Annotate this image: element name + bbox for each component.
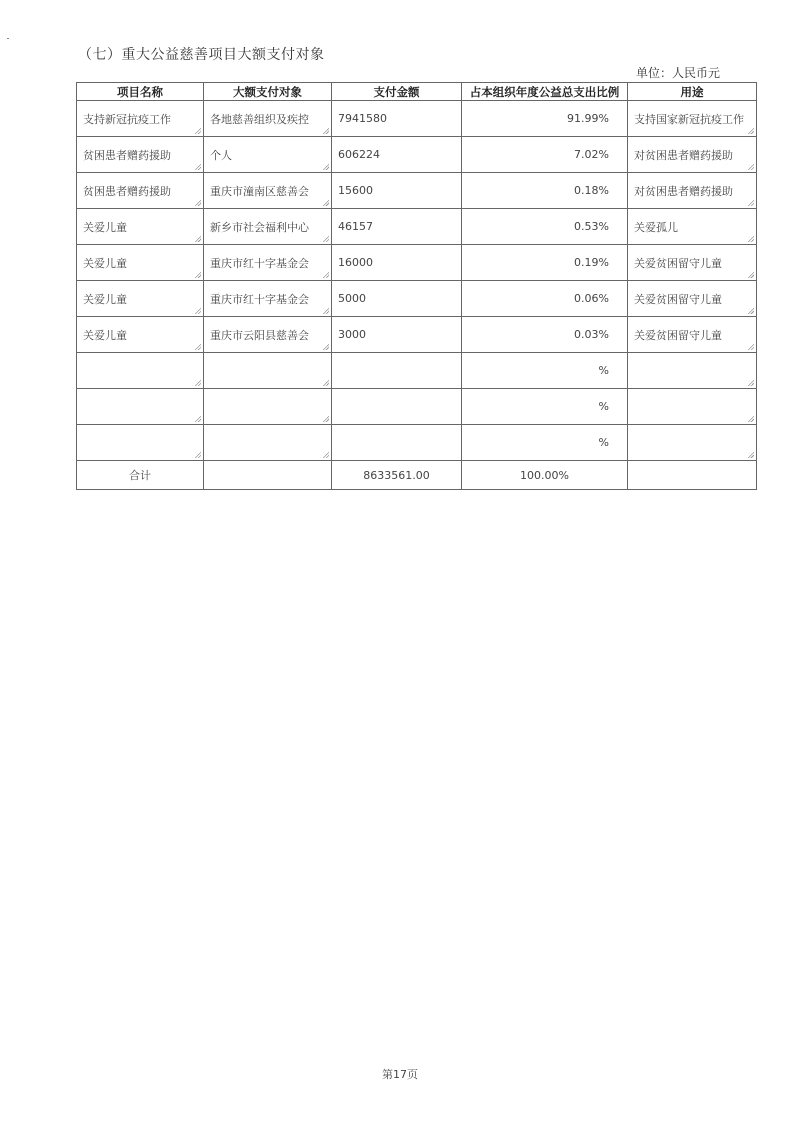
- resize-grip-icon[interactable]: [194, 415, 201, 422]
- resize-grip-icon[interactable]: [194, 163, 201, 170]
- resize-grip-icon[interactable]: [322, 163, 329, 170]
- cell-project-text: 关爱儿童: [83, 256, 127, 270]
- cell-ratio[interactable]: [462, 101, 628, 137]
- resize-grip-icon[interactable]: [747, 415, 754, 422]
- resize-grip-icon[interactable]: [322, 235, 329, 242]
- cell-ratio-text: 7.02%: [574, 148, 609, 161]
- cell-project[interactable]: [77, 389, 204, 425]
- cell-ratio[interactable]: [462, 245, 628, 281]
- resize-grip-icon[interactable]: [747, 235, 754, 242]
- resize-grip-icon[interactable]: [747, 379, 754, 386]
- cell-recipient-text: 重庆市红十字基金会: [210, 292, 309, 306]
- cell-amount[interactable]: [332, 317, 462, 353]
- cell-purpose-text: 关爱孤儿: [634, 220, 678, 234]
- resize-grip-icon[interactable]: [194, 199, 201, 206]
- cell-amount[interactable]: [332, 353, 462, 389]
- table-body: [77, 101, 757, 461]
- cell-recipient[interactable]: [204, 281, 332, 317]
- resize-grip-icon[interactable]: [322, 379, 329, 386]
- cell-ratio-text: %: [598, 400, 609, 413]
- cell-ratio-text: 0.53%: [574, 220, 609, 233]
- total-purpose-cell: [628, 461, 757, 490]
- resize-grip-icon[interactable]: [322, 271, 329, 278]
- total-amount: 8633561.00: [332, 461, 462, 490]
- cell-project[interactable]: [77, 317, 204, 353]
- cell-ratio[interactable]: [462, 209, 628, 245]
- table-row: [77, 173, 757, 209]
- cell-purpose-text: 支持国家新冠抗疫工作: [634, 112, 744, 126]
- cell-recipient-text: 重庆市云阳县慈善会: [210, 328, 309, 342]
- cell-project[interactable]: [77, 245, 204, 281]
- cell-purpose-text: 关爱贫困留守儿童: [634, 328, 722, 342]
- header-recipient: 大额支付对象: [204, 83, 332, 101]
- cell-purpose[interactable]: [628, 173, 757, 209]
- page-number: 第17页: [382, 1068, 418, 1081]
- header-amount: 支付金额: [332, 83, 462, 101]
- cell-amount-text: 15600: [338, 184, 373, 197]
- cell-amount-text: 606224: [338, 148, 380, 161]
- header-project: 项目名称: [77, 83, 204, 101]
- cell-project-text: 关爱儿童: [83, 292, 127, 306]
- header-ratio: 占本组织年度公益总支出比例: [462, 83, 628, 101]
- currency-unit: 单位：人民币元: [635, 66, 720, 80]
- section-title: （七）重大公益慈善项目大额支付对象: [78, 47, 325, 63]
- cell-project-text: 关爱儿童: [83, 220, 127, 234]
- cell-ratio-text: %: [598, 364, 609, 377]
- table-row: [77, 281, 757, 317]
- payment-table: [76, 82, 757, 490]
- cell-ratio[interactable]: [462, 281, 628, 317]
- cell-amount-text: 5000: [338, 292, 366, 305]
- cell-project[interactable]: [77, 173, 204, 209]
- resize-grip-icon[interactable]: [194, 451, 201, 458]
- cell-amount-text: 16000: [338, 256, 373, 269]
- resize-grip-icon[interactable]: [322, 127, 329, 134]
- resize-grip-icon[interactable]: [747, 163, 754, 170]
- cell-recipient-text: 新乡市社会福利中心: [210, 220, 309, 234]
- resize-grip-icon[interactable]: [747, 199, 754, 206]
- resize-grip-icon[interactable]: [194, 127, 201, 134]
- cell-amount[interactable]: [332, 389, 462, 425]
- cell-ratio-text: 0.19%: [574, 256, 609, 269]
- cell-amount[interactable]: [332, 173, 462, 209]
- table-row: [77, 245, 757, 281]
- resize-grip-icon[interactable]: [747, 271, 754, 278]
- header-purpose: 用途: [628, 83, 757, 101]
- cell-recipient[interactable]: [204, 245, 332, 281]
- cell-amount-text: 46157: [338, 220, 373, 233]
- cell-recipient-text: 重庆市红十字基金会: [210, 256, 309, 270]
- cell-recipient-text: 各地慈善组织及疾控: [210, 112, 309, 126]
- cell-project[interactable]: [77, 137, 204, 173]
- cell-amount[interactable]: [332, 137, 462, 173]
- cell-ratio[interactable]: [462, 137, 628, 173]
- scan-mark: [7, 38, 9, 39]
- table-row: [77, 425, 757, 461]
- cell-purpose[interactable]: [628, 317, 757, 353]
- resize-grip-icon[interactable]: [747, 451, 754, 458]
- cell-recipient[interactable]: [204, 353, 332, 389]
- table-row: [77, 317, 757, 353]
- cell-ratio-text: 0.03%: [574, 328, 609, 341]
- table-row: [77, 353, 757, 389]
- cell-purpose[interactable]: [628, 101, 757, 137]
- cell-purpose[interactable]: [628, 245, 757, 281]
- cell-amount[interactable]: [332, 101, 462, 137]
- cell-purpose-text: 关爱贫困留守儿童: [634, 256, 722, 270]
- table-row: [77, 137, 757, 173]
- resize-grip-icon[interactable]: [747, 307, 754, 314]
- cell-recipient-text: 个人: [210, 148, 232, 162]
- resize-grip-icon[interactable]: [322, 451, 329, 458]
- cell-project[interactable]: [77, 425, 204, 461]
- resize-grip-icon[interactable]: [747, 343, 754, 350]
- cell-purpose-text: 对贫困患者赠药援助: [634, 148, 733, 162]
- cell-ratio[interactable]: [462, 173, 628, 209]
- cell-purpose[interactable]: [628, 209, 757, 245]
- cell-recipient[interactable]: [204, 317, 332, 353]
- resize-grip-icon[interactable]: [322, 343, 329, 350]
- cell-project-text: 贫困患者赠药援助: [83, 184, 171, 198]
- resize-grip-icon[interactable]: [322, 307, 329, 314]
- cell-recipient[interactable]: [204, 137, 332, 173]
- cell-recipient[interactable]: [204, 209, 332, 245]
- cell-amount[interactable]: [332, 425, 462, 461]
- resize-grip-icon[interactable]: [747, 127, 754, 134]
- cell-recipient[interactable]: [204, 101, 332, 137]
- total-row: [77, 461, 757, 490]
- cell-purpose[interactable]: [628, 425, 757, 461]
- cell-ratio[interactable]: [462, 317, 628, 353]
- cell-purpose[interactable]: [628, 353, 757, 389]
- cell-project[interactable]: [77, 101, 204, 137]
- cell-project-text: 贫困患者赠药援助: [83, 148, 171, 162]
- cell-project-text: 关爱儿童: [83, 328, 127, 342]
- total-label: 合计: [77, 461, 204, 490]
- cell-amount[interactable]: [332, 209, 462, 245]
- cell-amount[interactable]: [332, 281, 462, 317]
- cell-purpose[interactable]: [628, 281, 757, 317]
- resize-grip-icon[interactable]: [322, 199, 329, 206]
- cell-recipient-text: 重庆市潼南区慈善会: [210, 184, 309, 198]
- cell-project-text: 支持新冠抗疫工作: [83, 112, 171, 126]
- total-ratio: 100.00%: [462, 461, 628, 490]
- cell-purpose-text: 对贫困患者赠药援助: [634, 184, 733, 198]
- table-row: [77, 209, 757, 245]
- cell-project[interactable]: [77, 353, 204, 389]
- resize-grip-icon[interactable]: [194, 379, 201, 386]
- header-row: [77, 83, 757, 101]
- cell-project[interactable]: [77, 281, 204, 317]
- total-recipient-cell: [204, 461, 332, 490]
- resize-grip-icon[interactable]: [194, 307, 201, 314]
- cell-recipient[interactable]: [204, 425, 332, 461]
- resize-grip-icon[interactable]: [194, 271, 201, 278]
- cell-amount[interactable]: [332, 245, 462, 281]
- cell-ratio[interactable]: [462, 353, 628, 389]
- cell-purpose-text: 关爱贫困留守儿童: [634, 292, 722, 306]
- cell-ratio[interactable]: [462, 425, 628, 461]
- cell-ratio-text: 91.99%: [567, 112, 609, 125]
- cell-ratio[interactable]: [462, 389, 628, 425]
- cell-amount-text: 3000: [338, 328, 366, 341]
- table-row: [77, 389, 757, 425]
- cell-recipient[interactable]: [204, 173, 332, 209]
- cell-ratio-text: 0.06%: [574, 292, 609, 305]
- resize-grip-icon[interactable]: [194, 343, 201, 350]
- cell-purpose[interactable]: [628, 137, 757, 173]
- resize-grip-icon[interactable]: [322, 415, 329, 422]
- table-row: [77, 101, 757, 137]
- cell-amount-text: 7941580: [338, 112, 387, 125]
- cell-ratio-text: 0.18%: [574, 184, 609, 197]
- cell-project[interactable]: [77, 209, 204, 245]
- cell-recipient[interactable]: [204, 389, 332, 425]
- cell-purpose[interactable]: [628, 389, 757, 425]
- resize-grip-icon[interactable]: [194, 235, 201, 242]
- cell-ratio-text: %: [598, 436, 609, 449]
